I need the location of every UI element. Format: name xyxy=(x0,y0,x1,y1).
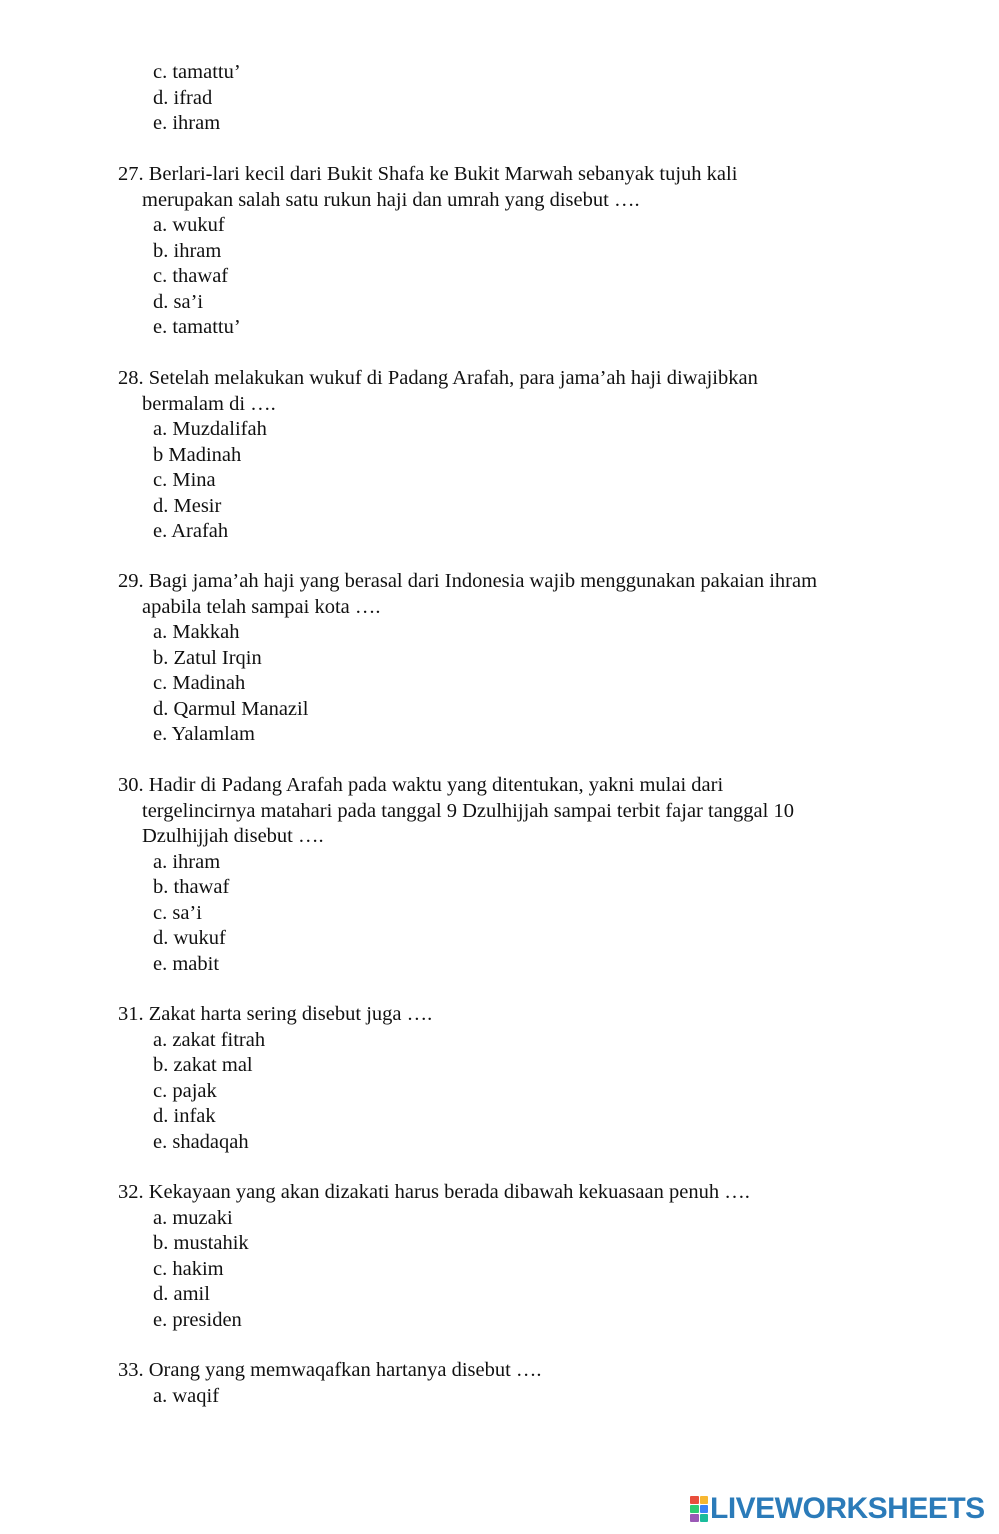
option-a: a. ihram xyxy=(153,850,221,873)
option-b: b. zakat mal xyxy=(153,1054,253,1076)
option-c: c. thawaf xyxy=(153,265,229,287)
option-e: e. ihram xyxy=(153,112,221,134)
option-c: c. Mina xyxy=(153,469,216,491)
question-32 xyxy=(118,1180,918,1333)
question-28 xyxy=(118,366,918,545)
option-a: a. Makkah xyxy=(153,621,240,643)
question-33 xyxy=(118,1358,918,1409)
liveworksheets-logo-icon xyxy=(690,1496,708,1522)
option-a: a. wukuf xyxy=(153,214,225,236)
question-text-line: 30. Hadir di Padang Arafah pada waktu yang ditentukan, yakni mulai dari xyxy=(118,774,724,796)
option-e: e. shadaqah xyxy=(153,1130,249,1153)
option-b: b Madinah xyxy=(153,443,242,466)
liveworksheets-logo xyxy=(690,1494,985,1524)
option-d: d. Mesir xyxy=(153,494,222,517)
logo-block xyxy=(700,1496,709,1504)
option-c: c. sa’i xyxy=(153,901,202,924)
option-d: d. infak xyxy=(153,1105,216,1127)
question-26-tail xyxy=(118,60,918,137)
logo-block xyxy=(690,1496,699,1504)
question-29 xyxy=(118,569,918,748)
logo-block xyxy=(700,1505,709,1513)
question-text-line: 31. Zakat harta sering disebut juga …. xyxy=(118,1003,433,1025)
question-text-line: apabila telah sampai kota …. xyxy=(142,595,381,618)
question-text-line: 33. Orang yang memwaqafkan hartanya disebut …. xyxy=(118,1359,542,1381)
option-b: b. Zatul Irqin xyxy=(153,646,262,669)
option-e: e. presiden xyxy=(153,1308,242,1331)
logo-block xyxy=(690,1514,699,1522)
option-a: a. waqif xyxy=(153,1384,220,1407)
option-d: d. wukuf xyxy=(153,927,226,949)
option-e: e. Yalamlam xyxy=(153,723,255,745)
question-text-line: 29. Bagi jama’ah haji yang berasal dari Indonesia wajib menggunakan pakaian ihram xyxy=(118,570,818,592)
option-e: e. mabit xyxy=(153,952,220,975)
option-a: a. zakat fitrah xyxy=(153,1028,266,1051)
question-text-line: bermalam di …. xyxy=(142,392,276,415)
question-text-line: merupakan salah satu rukun haji dan umrah yang disebut …. xyxy=(142,188,640,211)
question-text-line: tergelincirnya matahari pada tanggal 9 Dzulhijjah sampai terbit fajar tanggal 10 xyxy=(142,799,794,822)
question-text-line: 28. Setelah melakukan wukuf di Padang Arafah, para jama’ah haji diwajibkan xyxy=(118,367,758,389)
liveworksheets-brand-text: LIVEWORKSHEETS xyxy=(710,1492,985,1525)
option-e: e. tamattu’ xyxy=(153,316,241,338)
question-text-line: Dzulhijjah disebut …. xyxy=(142,825,324,847)
option-a: a. muzaki xyxy=(153,1206,233,1229)
logo-block xyxy=(690,1505,699,1513)
question-27 xyxy=(118,162,918,341)
option-a: a. Muzdalifah xyxy=(153,418,267,440)
option-b: b. mustahik xyxy=(153,1232,249,1254)
question-30 xyxy=(118,773,918,977)
option-d: d. amil xyxy=(153,1283,210,1305)
option-d: d. sa’i xyxy=(153,290,204,313)
option-e: e. Arafah xyxy=(153,520,229,542)
option-b: b. thawaf xyxy=(153,876,230,898)
question-text-line: 32. Kekayaan yang akan dizakati harus berada dibawah kekuasaan penuh …. xyxy=(118,1181,750,1203)
option-c: c. hakim xyxy=(153,1257,224,1280)
option-c: c. tamattu’ xyxy=(153,61,241,83)
option-b: b. ihram xyxy=(153,239,222,262)
option-d: d. Qarmul Manazil xyxy=(153,697,309,720)
option-d: d. ifrad xyxy=(153,86,213,109)
option-c: c. Madinah xyxy=(153,672,246,694)
logo-block xyxy=(700,1514,709,1522)
option-c: c. pajak xyxy=(153,1079,217,1102)
question-text-line: 27. Berlari-lari kecil dari Bukit Shafa ke Bukit Marwah sebanyak tujuh kali xyxy=(118,163,738,185)
question-31 xyxy=(118,1002,918,1155)
